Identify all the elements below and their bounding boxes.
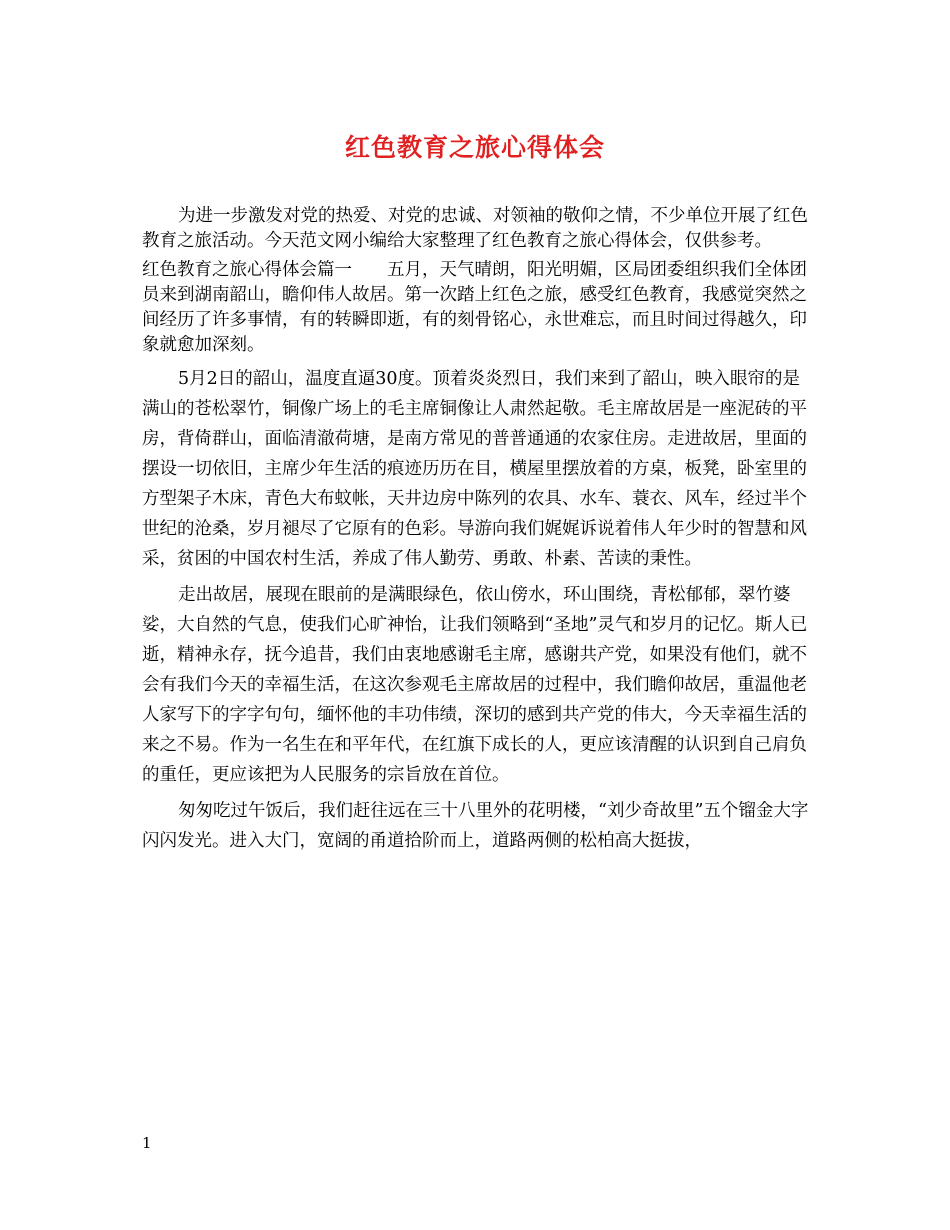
paragraph-huaminglou: 匆匆吃过午饭后，我们赶往远在三十八里外的花明楼，“刘少奇故里”五个镏金大字闪闪发光。进入大门，宽阔的甬道拾阶而上，道路两侧的松柏高大挺拔，	[142, 801, 809, 851]
paragraph-leaving-residence: 走出故居，展现在眼前的是满眼绿色，依山傍水，环山围绕，青松郁郁，翠竹婆娑，大自然的气息，使我们心旷神怡，让我们领略到“圣地”灵气和岁月的记忆。斯人已逝，精神永存，抚今追昔，我们由衷地感谢毛主席，感谢共产党，如果没有他们，就不会有我们今天的幸福生活，在这次参观毛主席故居的过程中，我们瞻仰故居，重温他老人家写下的字字句句，缅怀他的丰功伟绩，深切的感到共产党的伟大，今天幸福生活的来之不易。作为一名生在和平年代，在红旗下成长的人，更应该清醒的认识到自己肩负的重任，更应该把为人民服务的宗旨放在首位。	[142, 585, 808, 785]
document-title: 红色教育之旅心得体会	[344, 133, 605, 162]
paragraph-intro: 为进一步激发对党的热爱、对党的忠诚、对领袖的敬仰之情，不少单位开展了红色教育之旅活动。今天范文网小编给大家整理了红色教育之旅心得体会，仅供参考。	[142, 206, 808, 251]
page-number: 1	[142, 1134, 152, 1152]
paragraph-section-one: 红色教育之旅心得体会篇一 五月，天气晴朗，阳光明媚，区局团委组织我们全体团员来到湖南韶山，瞻仰伟人故居。第一次踏上红色之旅，感受红色教育，我感觉突然之间经历了许多事情，有的转瞬即逝，有的刻骨铭心，永世难忘，而且时间过得越久，印象就愈加深刻。	[142, 260, 807, 355]
document-body	[142, 204, 814, 856]
paragraph-shaoshan: 5月2日的韶山，温度直逼30度。顶着炎炎烈日，我们来到了韶山，映入眼帘的是满山的苍松翠竹，铜像广场上的毛主席铜像让人肃然起敬。毛主席故居是一座泥砖的平房，背倚群山，面临清澈荷塘，是南方常见的普普通通的农家住房。走进故居，里面的摆设一切依旧，主席少年生活的痕迹历历在目，横屋里摆放着的方桌，板凳，卧室里的方型架子木床，青色大布蚊帐，天井边房中陈列的农具、水车、蓑衣、风车，经过半个世纪的沧桑，岁月褪尽了它原有的色彩。导游向我们娓娓诉说着伟人年少时的智慧和风采，贫困的中国农村生活，养成了伟人勤劳、勇敢、朴素、苦读的秉性。	[142, 369, 807, 569]
